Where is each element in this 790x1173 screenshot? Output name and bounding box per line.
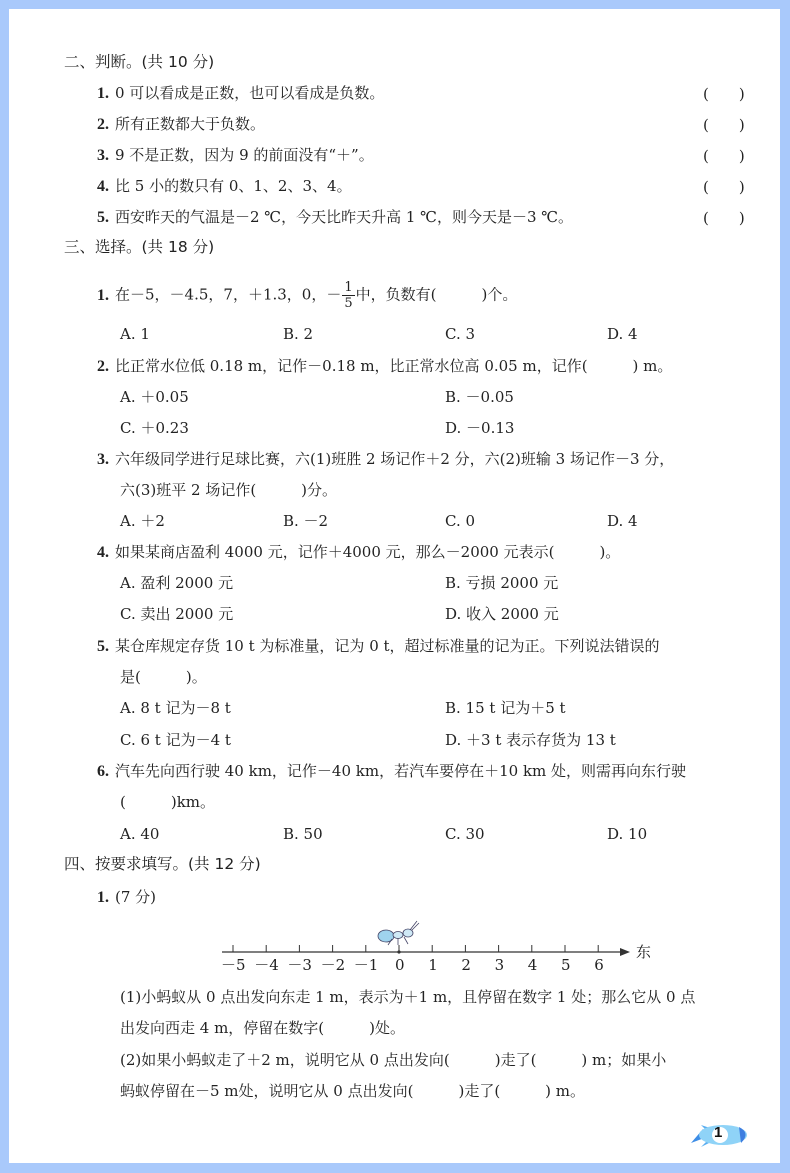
q6-option-d[interactable]: D. 10 <box>607 825 648 843</box>
q3-option-a[interactable]: A. ＋2 <box>120 512 165 530</box>
q3-option-c[interactable]: C. 0 <box>445 512 476 530</box>
fill-part-1-line2: 出发向西走 4 m，停留在数字( )处。 <box>120 1019 406 1037</box>
q5-option-a[interactable]: A. 8 t 记为－8 t <box>120 699 231 717</box>
section-4-title: 四、按要求填写。(共 12 分) <box>64 855 261 873</box>
item-number: 3. <box>97 451 109 468</box>
item-number: 5. <box>97 638 109 655</box>
item-number: 3. <box>97 147 109 164</box>
tick-label: －5 <box>221 956 246 974</box>
q6-option-b[interactable]: B. 50 <box>283 825 323 843</box>
q2-option-c[interactable]: C. ＋0.23 <box>120 419 189 437</box>
q4-option-c[interactable]: C. 卖出 2000 元 <box>120 605 234 623</box>
q5-text-line2: 是( )。 <box>120 668 207 686</box>
item-text: (7 分) <box>115 888 157 906</box>
q2-option-b[interactable]: B. －0.05 <box>445 388 514 406</box>
tick-label: 5 <box>561 956 571 974</box>
q4-option-a[interactable]: A. 盈利 2000 元 <box>120 574 234 592</box>
q6-option-a[interactable]: A. 40 <box>120 825 160 843</box>
answer-paren-4[interactable]: ( ) <box>703 178 745 196</box>
answer-paren-1[interactable]: ( ) <box>703 85 745 103</box>
item-number: 4. <box>97 178 109 195</box>
fill-part-2-line2: 蚂蚁停留在－5 m处，说明它从 0 点出发向( )走了( ) m。 <box>120 1082 586 1100</box>
item-text: 9 不是正数，因为 9 的前面没有“＋”。 <box>115 146 374 164</box>
answer-paren-3[interactable]: ( ) <box>703 147 745 165</box>
fill-part-1-line1: (1)小蚂蚁从 0 点出发向东走 1 m，表示为＋1 m，且停留在数字 1 处；那么它从 0 点 <box>120 988 696 1006</box>
item-number: 6. <box>97 763 109 780</box>
item-number: 4. <box>97 544 109 561</box>
item-text: 六年级同学进行足球比赛，六(1)班胜 2 场记作＋2 分，六(2)班输 3 场记作－3 分， <box>115 450 675 468</box>
tick-label: 1 <box>428 956 438 974</box>
tick-label: 3 <box>494 956 505 974</box>
item-number: 2. <box>97 116 109 133</box>
item-number: 5. <box>97 209 109 226</box>
item-text: 比 5 小的数只有 0、1、2、3、4。 <box>115 177 352 195</box>
section-3-title: 三、选择。(共 18 分) <box>64 238 215 256</box>
tick-label: 6 <box>594 956 604 974</box>
q2-option-a[interactable]: A. ＋0.05 <box>120 388 189 406</box>
q5-option-b[interactable]: B. 15 t 记为＋5 t <box>445 699 566 717</box>
answer-paren-2[interactable]: ( ) <box>703 116 745 134</box>
q1-option-c[interactable]: C. 3 <box>445 325 476 343</box>
tick-label: －1 <box>353 956 379 974</box>
tick-label: －2 <box>320 956 346 974</box>
item-number: 1. <box>97 85 109 102</box>
tick-label: 2 <box>461 956 471 974</box>
q4-option-b[interactable]: B. 亏损 2000 元 <box>445 574 559 592</box>
q1-option-a[interactable]: A. 1 <box>120 325 150 343</box>
answer-paren-5[interactable]: ( ) <box>703 209 745 227</box>
item-text: 0 可以看成是正数，也可以看成是负数。 <box>115 84 385 102</box>
direction-label-east: 东 <box>636 943 652 961</box>
fill-part-2-line1: (2)如果小蚂蚁走了＋2 m，说明它从 0 点出发向( )走了( ) m；如果小 <box>120 1051 667 1069</box>
page-number-badge <box>683 1117 753 1155</box>
q3-text-line2: 六(3)班平 2 场记作( )分。 <box>120 481 338 499</box>
tick-label: 4 <box>527 956 538 974</box>
q1-option-d[interactable]: D. 4 <box>607 325 638 343</box>
q4-option-d[interactable]: D. 收入 2000 元 <box>445 605 559 623</box>
arrow-icon <box>620 948 630 956</box>
item-number: 2. <box>97 358 109 375</box>
item-text: 所有正数都大于负数。 <box>115 115 266 133</box>
item-text: 如果某商店盈利 4000 元，记作＋4000 元，那么－2000 元表示( )。 <box>115 543 621 561</box>
q1-option-b[interactable]: B. 2 <box>283 325 314 343</box>
q6-text-line2: ( )km。 <box>120 793 216 811</box>
page-number: 1 <box>714 1124 723 1141</box>
tick-label: －4 <box>254 956 279 974</box>
item-text: 比正常水位低 0.18 m，记作－0.18 m，比正常水位高 0.05 m，记作( ) m。 <box>115 357 673 375</box>
q2-option-d[interactable]: D. －0.13 <box>445 419 515 437</box>
item-text: 某仓库规定存货 10 t 为标准量，记为 0 t，超过标准量的记为正。下列说法错误的 <box>115 637 660 655</box>
fraction-numerator: 1 <box>344 280 353 295</box>
q5-option-c[interactable]: C. 6 t 记为－4 t <box>120 731 231 749</box>
q5-option-d[interactable]: D. ＋3 t 表示存货为 13 t <box>445 731 616 749</box>
item-text: 汽车先向西行驶 40 km，记作－40 km，若汽车要停在＋10 km 处，则需再向东行驶 <box>115 762 687 780</box>
q3-option-b[interactable]: B. －2 <box>283 512 329 530</box>
q1-text-post: 中，负数有( )个。 <box>355 285 518 304</box>
q1-text-pre: 在－5，－4.5，7，＋1.3，0，－ <box>115 285 342 304</box>
item-number: 1. <box>97 889 109 906</box>
ant-illustration <box>378 921 419 945</box>
item-text: 西安昨天的气温是－2 ℃，今天比昨天升高 1 ℃，则今天是－3 ℃。 <box>115 208 574 226</box>
q3-option-d[interactable]: D. 4 <box>607 512 638 530</box>
item-number: 1. <box>97 286 109 304</box>
q6-option-c[interactable]: C. 30 <box>445 825 485 843</box>
tick-label: 0 <box>395 956 405 974</box>
fraction-denominator: 5 <box>344 296 353 311</box>
section-2-title: 二、判断。(共 10 分) <box>64 53 215 71</box>
tick-label: －3 <box>287 956 312 974</box>
